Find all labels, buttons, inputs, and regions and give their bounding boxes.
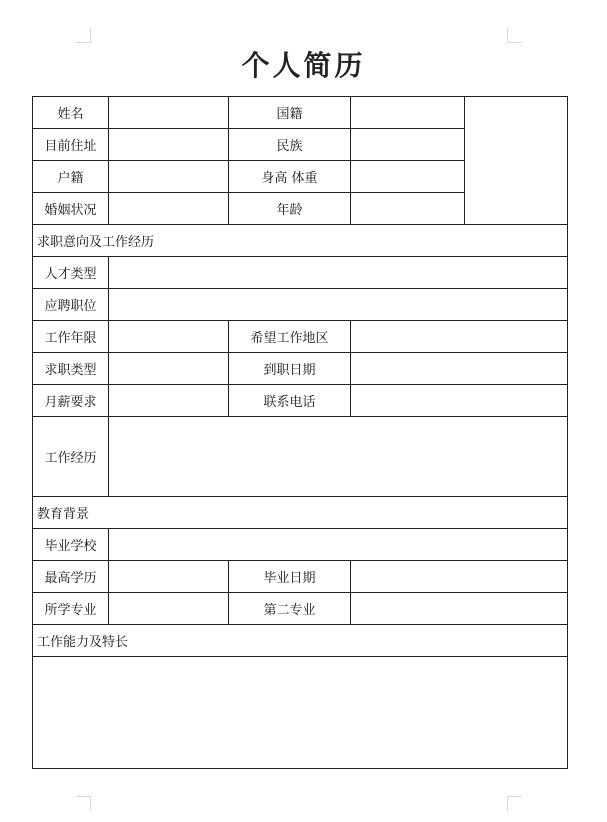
experience-label: 工作经历 (33, 417, 109, 497)
job-section-title: 求职意向及工作经历 (33, 225, 568, 257)
age-label: 年龄 (229, 193, 351, 225)
second-major-label: 第二专业 (229, 593, 351, 625)
degree-label: 最高学历 (33, 561, 109, 593)
major-label: 所学专业 (33, 593, 109, 625)
education-section-title: 教育背景 (33, 497, 568, 529)
years-field[interactable] (109, 321, 229, 353)
address-label: 目前住址 (33, 129, 109, 161)
school-field[interactable] (109, 529, 568, 561)
nationality-field[interactable] (351, 97, 465, 129)
location-label: 希望工作地区 (229, 321, 351, 353)
graduation-label: 毕业日期 (229, 561, 351, 593)
job-type-label: 求职类型 (33, 353, 109, 385)
position-field[interactable] (109, 289, 568, 321)
skills-field[interactable] (33, 657, 568, 769)
marital-field[interactable] (109, 193, 229, 225)
major-field[interactable] (109, 593, 229, 625)
page-corner-mark (507, 28, 522, 43)
name-label: 姓名 (33, 97, 109, 129)
years-label: 工作年限 (33, 321, 109, 353)
height-weight-label: 身高 体重 (229, 161, 351, 193)
household-label: 户籍 (33, 161, 109, 193)
talent-type-label: 人才类型 (33, 257, 109, 289)
salary-field[interactable] (109, 385, 229, 417)
start-date-label: 到职日期 (229, 353, 351, 385)
position-label: 应聘职位 (33, 289, 109, 321)
phone-label: 联系电话 (229, 385, 351, 417)
second-major-field[interactable] (351, 593, 568, 625)
start-date-field[interactable] (351, 353, 568, 385)
phone-field[interactable] (351, 385, 568, 417)
talent-type-field[interactable] (109, 257, 568, 289)
skills-section-title: 工作能力及特长 (33, 625, 568, 657)
marital-label: 婚姻状况 (33, 193, 109, 225)
graduation-field[interactable] (351, 561, 568, 593)
height-weight-field[interactable] (351, 161, 465, 193)
salary-label: 月薪要求 (33, 385, 109, 417)
page-title: 个人简历 (241, 49, 366, 82)
address-field[interactable] (109, 129, 229, 161)
location-field[interactable] (351, 321, 568, 353)
school-label: 毕业学校 (33, 529, 109, 561)
name-field[interactable] (109, 97, 229, 129)
nationality-label: 国籍 (229, 97, 351, 129)
experience-field[interactable] (109, 417, 568, 497)
photo-area[interactable] (465, 97, 568, 225)
page-corner-mark (76, 28, 91, 43)
ethnicity-label: 民族 (229, 129, 351, 161)
age-field[interactable] (351, 193, 465, 225)
resume-table (32, 96, 568, 769)
page-corner-mark (507, 796, 522, 811)
degree-field[interactable] (109, 561, 229, 593)
household-field[interactable] (109, 161, 229, 193)
ethnicity-field[interactable] (351, 129, 465, 161)
page-corner-mark (76, 796, 91, 811)
job-type-field[interactable] (109, 353, 229, 385)
